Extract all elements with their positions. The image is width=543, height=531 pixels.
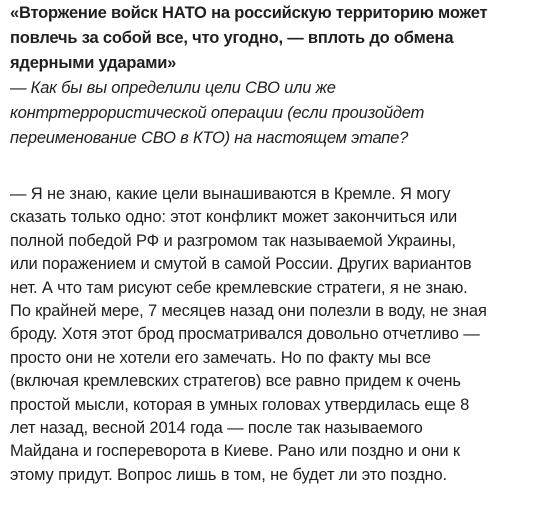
answer-line: Майдана и госпереворота в Киеве. Рано или поздно и они к xyxy=(10,442,460,461)
answer-line: По крайней мере, 7 месяцев назад они полезли в воду, не зная xyxy=(10,302,487,321)
answer-line: нет. А что там рисуют себе кремлевские стратеги, я не знаю. xyxy=(10,278,468,297)
answer-line: — Я не знаю, какие цели вынашиваются в Кремле. Я могу xyxy=(10,185,451,203)
answer-line: полной победой РФ и разгромом так называемой Украины, xyxy=(10,231,456,250)
lead-quote-line: повлечь за собой все, что угодно, — вплоть до обмена xyxy=(10,29,454,47)
answer-line: простой мысли, которая в умных головах утвердилась еще 8 xyxy=(10,395,470,414)
lead-quote-line: ядерными ударами» xyxy=(10,54,177,72)
answer-line: (включая кремлевских стратегов) все равно придем к очень xyxy=(10,372,461,391)
interview-answer xyxy=(10,183,535,487)
question-line: переименование СВО в КТО) на настоящем этапе? xyxy=(10,129,409,147)
answer-line: или поражением и смутой в самой России. Других вариантов xyxy=(10,255,472,274)
lead-quote xyxy=(10,0,535,76)
answer-line: этому придут. Вопрос лишь в том, не будет ли это поздно. xyxy=(10,465,447,484)
question-line: контртеррористической операции (если произойдет xyxy=(10,104,425,122)
interview-question xyxy=(10,76,535,151)
question-line: — Как бы вы определили цели СВО или же xyxy=(10,79,336,97)
answer-line: сказать только одно: этот конфликт может закончиться или xyxy=(10,208,458,227)
answer-line: броду. Хотя этот брод просматривался довольно отчетливо — xyxy=(10,325,480,344)
answer-line: лет назад, весной 2014 года — после так называемого xyxy=(10,419,423,438)
answer-line: просто они не хотели его замечать. Но по факту мы все xyxy=(10,348,431,367)
lead-quote-line: «Вторжение войск НАТО на российскую территорию может xyxy=(10,4,488,22)
